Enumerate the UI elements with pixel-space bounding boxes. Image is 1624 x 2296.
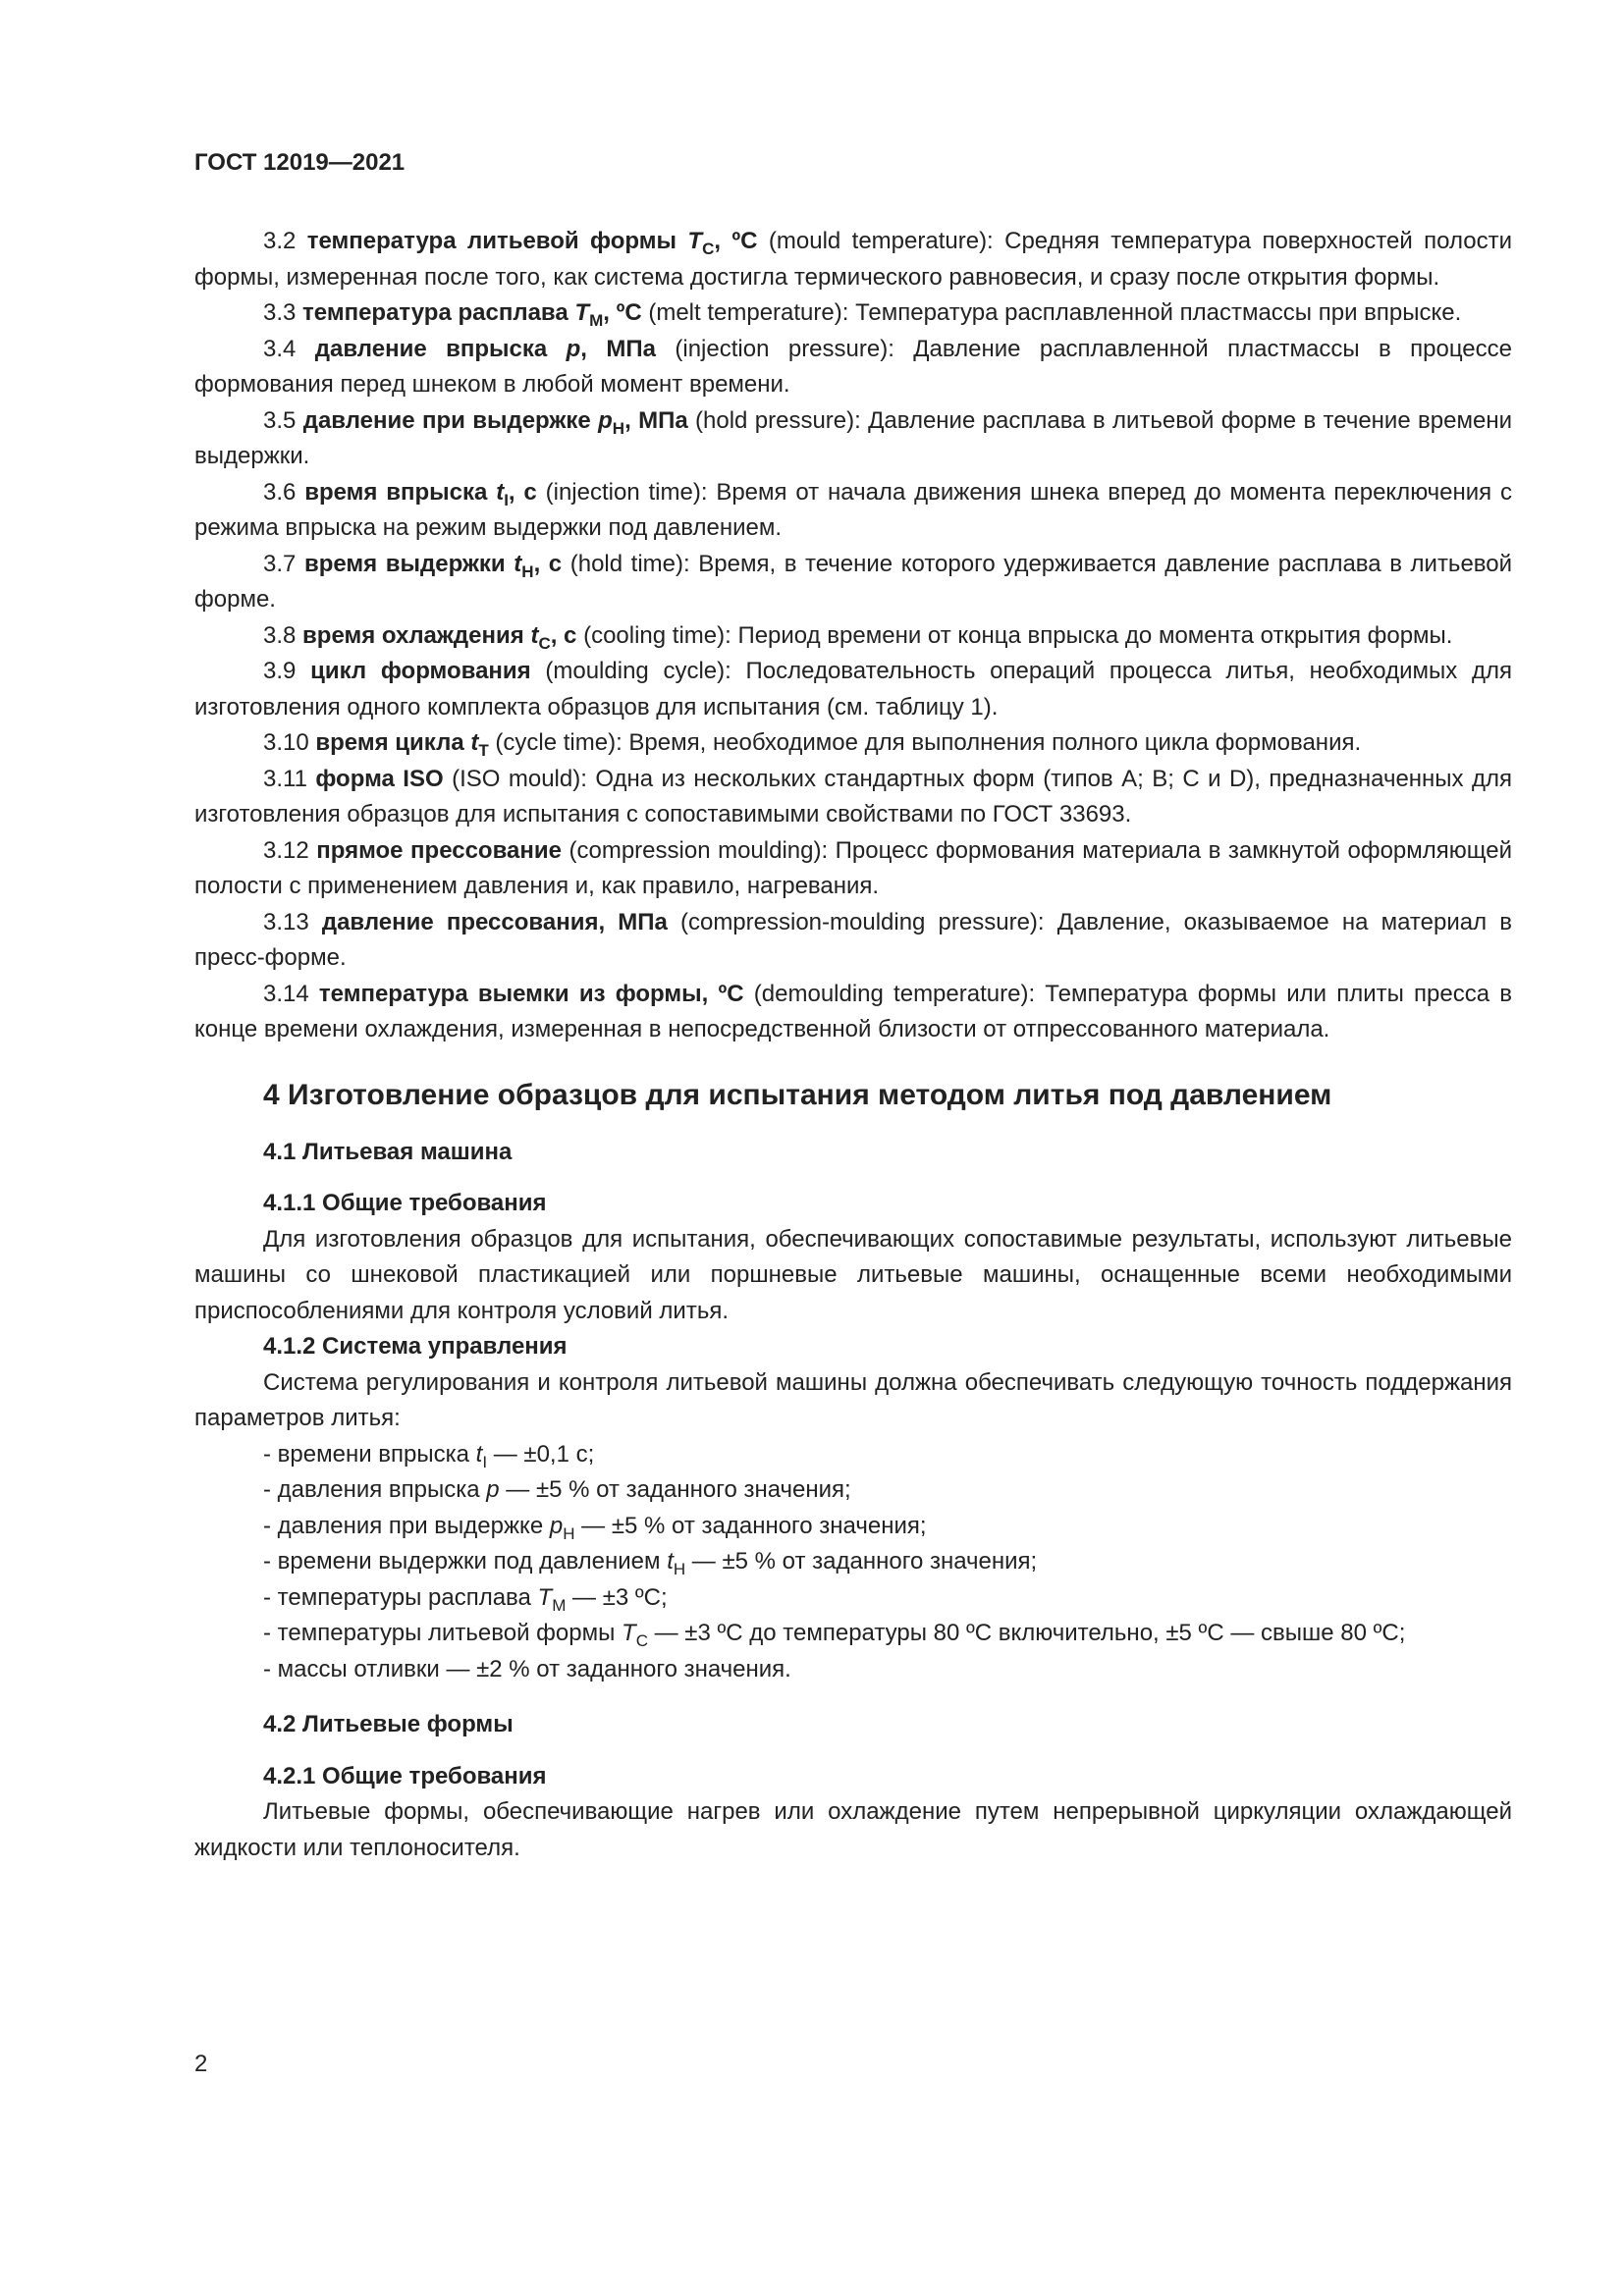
term: форма ISO [315,765,444,792]
clause-3-3 [194,295,1512,332]
unit: , ºC [603,299,642,326]
unit: , МПа [624,406,688,434]
clause-3-6 [194,475,1512,547]
definition: (cycle time): Время, необходимое для выполнения полного цикла формования. [488,729,1362,756]
symbol: T [574,299,590,326]
symbol-subscript: H [612,418,625,438]
definition: (compression moulding): Процесс формования материала в замкнутой оформляющей полости с применением давления и, как правило, нагревания. [194,836,1512,899]
definition: (injection pressure): Давление расплавленной пластмассы в процессе формования перед шнеком в любой момент времени. [194,335,1513,398]
document-header: ГОСТ 12019—2021 [194,149,406,176]
definition: (hold pressure): Давление расплава в литьевой форме в течение времени выдержки. [194,406,1512,469]
symbol-subscript: C [538,633,551,653]
clause-3-10 [194,725,1512,762]
unit: , с [533,550,563,577]
clause-number: 3.7 [263,550,304,577]
clause-3-12 [194,833,1512,905]
symbol: p [598,406,613,434]
symbol: T [687,228,703,254]
section-4-1-heading: 4.1 Литьевая машина [263,1138,513,1165]
page-number: 2 [194,2051,208,2077]
term: прямое прессование [316,836,562,864]
term: температура литьевой формы [306,228,688,254]
section-4-2-1-heading: 4.2.1 Общие требования [263,1762,547,1789]
unit: , с [508,478,537,506]
section-4-heading: 4 Изготовление образцов для испытания методом литья под давлением [263,1078,1332,1111]
clause-number: 3.3 [263,299,303,326]
clause-3-2 [194,224,1512,295]
unit: , МПа [580,335,656,362]
term: давление при выдержке [302,406,599,434]
clause-number: 3.9 [263,658,311,684]
clause-number: 3.11 [263,765,316,792]
clause-number: 3.13 [263,908,322,935]
symbol: t [514,550,522,577]
list-item: - давления при выдержке $p_H$ — ±5 % от заданного значения; [263,1512,927,1543]
document-body [194,224,1512,1866]
term: температура выемки из формы, ºC [318,980,744,1007]
symbol: p [566,335,581,362]
clause-3-14 [194,977,1512,1048]
clause-number: 3.14 [263,980,319,1007]
definition: (injection time): Время от начала движения шнека вперед до момента переключения с режима впрыска на режим выдержки под давлением. [194,478,1513,541]
definition: (ISO mould): Одна из нескольких стандартных форм (типов А; В; С и D), предназначенных для изготовления образцов для испытания с сопоставимыми свойствами по ГОСТ 33693. [194,765,1513,828]
symbol-subscript: M [589,310,604,330]
definition: (moulding cycle): Последовательность операций процесса литья, необходимых для изготовления одного комплекта образцов для испытания (см. таблицу 1). [194,658,1512,721]
clause-number: 3.6 [263,478,305,506]
symbol-subscript: I [504,490,509,509]
section-4-2-heading: 4.2 Литьевые формы [263,1711,514,1737]
section-4-1-2-text: Система регулирования и контроля литьевой машины должна обеспечивать следующую точность поддержания параметров литья: [194,1368,1512,1431]
definition: (hold time): Время, в течение которого удерживается давление расплава в литьевой форме. [194,550,1513,613]
term: цикл формования [310,658,531,684]
clause-3-11 [194,762,1512,833]
symbol-subscript: H [521,561,534,581]
term: время охлаждения [302,621,531,649]
term: давление впрыска [314,335,567,362]
symbol-subscript: C [702,239,715,258]
clause-3-9 [194,654,1512,725]
unit: , ºC [714,228,758,254]
definition: (melt temperature): Температура расплавленной пластмассы при впрыске. [641,299,1462,326]
list-item: - температуры расплава $T_M$ — ±3 ºC; [263,1583,668,1615]
clause-3-4 [194,332,1512,403]
list-item: - температуры литьевой формы $T_C$ — ±3 ºC до температуры 80 ºC включительно, ±5 ºC — свыше 80 ºC; [263,1620,1406,1650]
list-item: - времени выдержки под давлением $t_H$ — ±5 % от заданного значения; [263,1548,1038,1578]
clause-3-5 [194,403,1512,475]
symbol-subscript: T [478,740,489,760]
definition: (compression-moulding pressure): Давление, оказываемое на материал в пресс-форме. [194,908,1512,971]
clause-number: 3.2 [263,228,307,254]
symbol: t [470,729,479,756]
term: время выдержки [303,550,514,577]
clause-number: 3.10 [263,729,316,756]
definition: (mould temperature): Средняя температура поверхностей полости формы, измеренная после того, как система достигла термического равновесия, и сразу после открытия формы. [194,228,1513,291]
section-4-1-2-heading: 4.1.2 Система управления [263,1333,568,1360]
clause-number: 3.8 [263,621,303,649]
term: температура расплава [302,299,575,326]
section-4-1-1-text: Для изготовления образцов для испытания, обеспечивающих сопоставимые результаты, используют литьевые машины со шнековой пластикацией или поршневые литьевые машины, оснащенные всеми необходимыми приспособлениями для контроля условий литья. [194,1225,1512,1324]
symbol: t [530,621,539,649]
term: давление прессования, МПа [321,908,668,935]
clause-number: 3.5 [263,406,303,434]
term: время впрыска [304,478,497,506]
list-item: - давления впрыска p — ±5 % от заданного значения; [263,1476,851,1503]
symbol: t [496,478,505,506]
clause-3-8 [194,618,1512,655]
list-item: - времени впрыска $t_I$ — ±0,1 с; [263,1440,595,1471]
term: время цикла [315,729,471,756]
section-4-2-1-text: Литьевые формы, обеспечивающие нагрев или охлаждение путем непрерывной циркуляции охлаждающей жидкости или теплоносителя. [194,1798,1512,1861]
clause-3-7 [194,547,1512,618]
section-4-1-1-heading: 4.1.1 Общие требования [263,1190,547,1216]
list-item: - массы отливки — ±2 % от заданного значения. [263,1655,791,1682]
definition: (demoulding temperature): Температура формы или плиты пресса в конце времени охлаждения, измеренная в непосредственной близости от отпрессованного материала. [194,980,1513,1042]
unit: , с [550,621,577,649]
clause-number: 3.12 [263,836,317,864]
definition: (cooling time): Период времени от конца впрыска до момента открытия формы. [576,621,1453,649]
clause-number: 3.4 [263,335,315,362]
clause-3-13 [194,905,1512,977]
